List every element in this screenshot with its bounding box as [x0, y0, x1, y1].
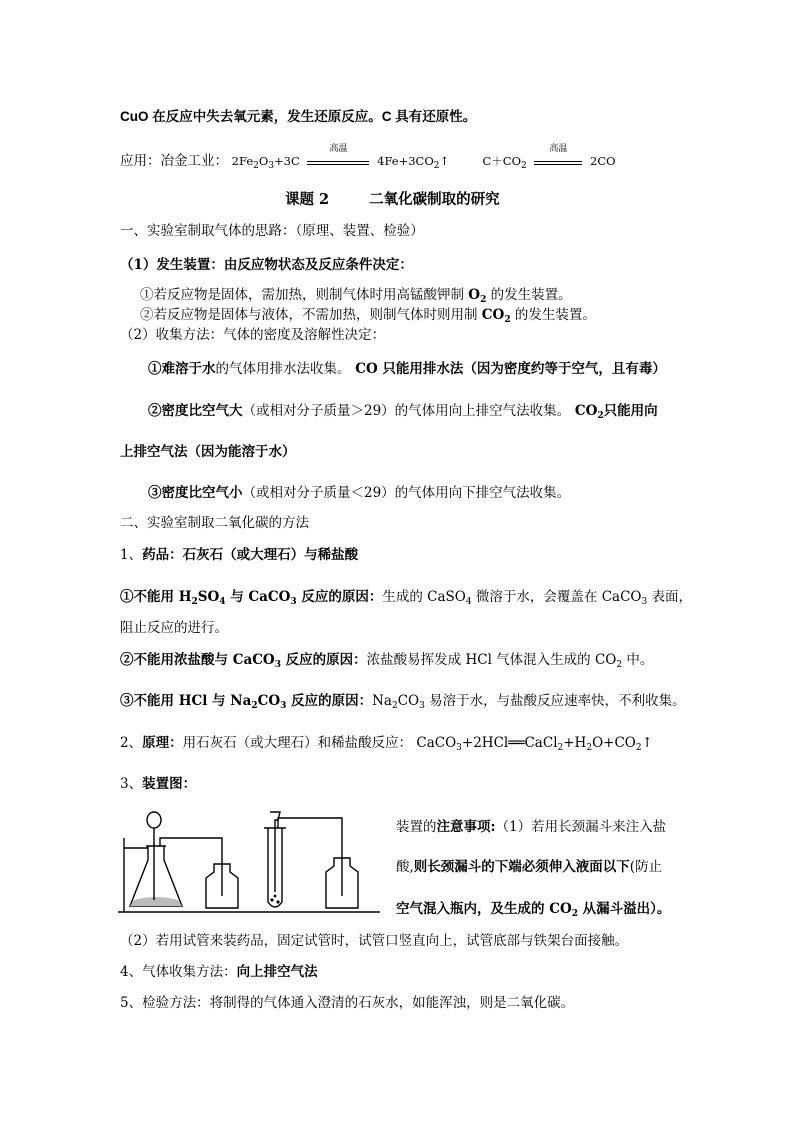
- principle-line: 2、原理：用石灰石（或大理石）和稀盐酸反应： $CaCO_3+2HCl══CaCl_2+H_2O+CO_2↑$: [120, 735, 653, 753]
- reason-1: ①不能用 $H_2SO_4$ 与 CaCO$_3$ 反应的原因：生成的 CaSO$_4$ 微溶于水，会覆盖在 CaCO$_3$ 表面，: [120, 589, 693, 607]
- reason-3: ③不能用 HCl 与 $Na_2CO_3$ 反应的原因：$Na_2CO_3$ 易溶于水，与盐酸反应速率快，不利收集。: [120, 693, 686, 711]
- generator-heading: （1）发生装置：由反应物状态及反应条件决定：: [120, 257, 413, 273]
- collection-method: 4、气体收集方法：向上排空气法: [120, 964, 318, 980]
- collection-item-2: ②密度比空气大（或相对分子质量＞29）的气体用向上排空气法收集。 $CO_2$只能用向: [148, 403, 658, 421]
- reaction-condition-2: 高温: [534, 153, 582, 165]
- section-2-heading: 二、实验室制取二氧化碳的方法: [120, 515, 309, 531]
- delivery-tube-1: [160, 838, 222, 896]
- collection-item-2-cont: 上排空气法（因为能溶于水）: [120, 444, 296, 460]
- application-line: 应用：冶金工业： $2Fe_2O_3+3C$ 高温 $4Fe+3CO_2↑$ $C+CO_2$ 高温 2CO: [120, 144, 616, 171]
- test-tube-note: （2）若用试管来装药品，固定试管时，试管口竖直向上，试管底部与铁架台面接触。: [120, 933, 629, 949]
- note-line-1: 装置的注意事项:（1）若用长颈漏斗来注入盐: [396, 819, 667, 835]
- erlenmeyer-flask-icon: [130, 846, 182, 906]
- reagents-line: 1、药品：石灰石（或大理石）与稀盐酸: [120, 547, 359, 563]
- collection-heading: （2）收集方法：气体的密度及溶解性决定：: [120, 327, 386, 343]
- apparatus-heading: 3、装置图：: [120, 776, 197, 792]
- test-method: 5、检验方法：将制得的气体通入澄清的石灰水，如能浑浊，则是二氧化碳。: [120, 995, 575, 1011]
- collection-item-1: ①难溶于水的气体用排水法收集。 CO 只能用排水法（因为密度约等于空气，且有毒）: [148, 361, 666, 377]
- reaction-condition-1: 高温: [307, 153, 369, 165]
- collection-item-3: ③密度比空气小（或相对分子质量＜29）的气体用向下排空气法收集。: [148, 485, 571, 501]
- reason-2: ②不能用浓盐酸与 CaCO$_3$ 反应的原因：浓盐酸易挥发成 HCl 气体混入生成的 $CO_2$ 中。: [120, 652, 654, 670]
- generator-item-2: ②若反应物是固体与液体，不需加热，则制气体时则用制 $CO_2$ 的发生装置。: [140, 307, 596, 325]
- generator-item-1: ①若反应物是固体，需加热，则制气体时用高锰酸钾制 $O_2$ 的发生装置。: [140, 287, 572, 305]
- section-1-heading: 一、实验室制取气体的思路：（原理、装置、检验）: [120, 223, 424, 239]
- apparatus-diagram: [118, 808, 380, 918]
- note-line-3: 空气混入瓶内，及生成的 $CO_2$ 从漏斗溢出）。: [396, 901, 671, 919]
- delivery-tube-2: [278, 818, 342, 896]
- cuo-reduction-note: CuO 在反应中失去氧元素，发生还原反应。C 具有还原性。: [120, 109, 477, 124]
- funnel-icon: [147, 812, 161, 900]
- page-title: 课题 2 二氧化碳制取的研究: [285, 191, 500, 208]
- reason-1-cont: 阻止反应的进行。: [120, 620, 228, 636]
- note-line-2: 酸,则长颈漏斗的下端必须伸入液面以下(防止: [396, 859, 663, 875]
